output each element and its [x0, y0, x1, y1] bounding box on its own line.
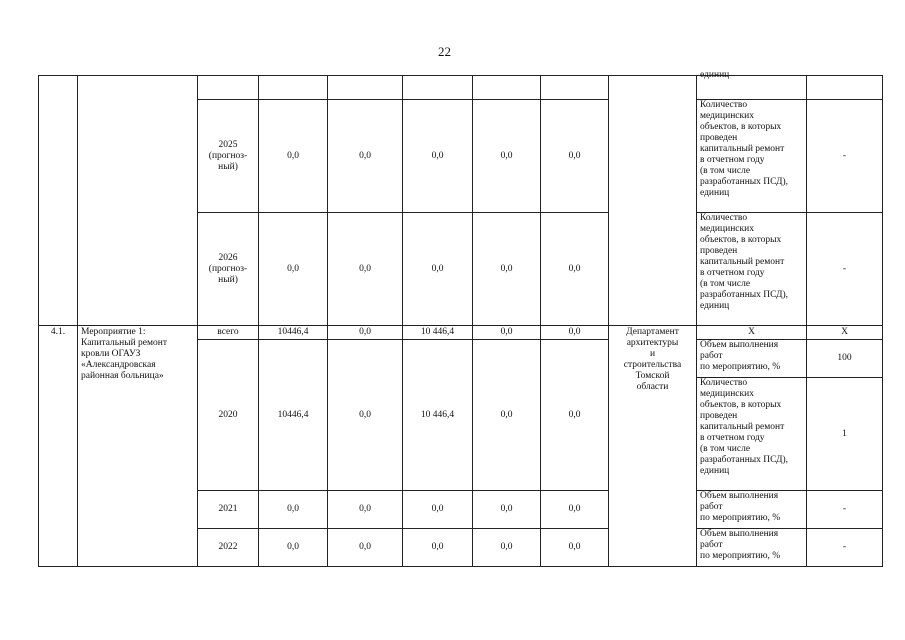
value-cell: 0,0	[328, 326, 403, 340]
number-cell-prev	[39, 76, 78, 326]
name-cell-prev	[78, 76, 198, 326]
table-row	[39, 76, 883, 100]
indicator-cell: Х	[697, 326, 807, 340]
measure-number-cell: 4.1.	[39, 326, 78, 567]
total-cell: 10446,4	[259, 340, 328, 491]
year-cell: 2025 (прогноз- ный)	[198, 100, 259, 213]
value-cell: 10 446,4	[403, 340, 473, 491]
page-number: 22	[438, 44, 451, 59]
value-cell: 0,0	[328, 100, 403, 213]
indicator-cell: Количество медицинских объектов, в которых проведен капитальный ремонт в отчетном году (в том числе разработанных ПСД), единиц	[697, 213, 807, 326]
value-cell: 0,0	[541, 340, 609, 491]
value-cell: 0,0	[473, 529, 541, 567]
value-cell: 0,0	[403, 491, 473, 529]
indicator-value-cell: Х	[807, 326, 883, 340]
year-cell	[198, 76, 259, 100]
value-cell: 0,0	[403, 529, 473, 567]
indicator-value-cell: -	[807, 100, 883, 213]
indicator-cell: Количество медицинских объектов, в которых проведен капитальный ремонт в отчетном году (в том числе разработанных ПСД), единиц	[697, 100, 807, 213]
indicator-value-cell: -	[807, 529, 883, 567]
value-cell	[541, 76, 609, 100]
total-cell: 10446,4	[259, 326, 328, 340]
measure-name-cell: Мероприятие 1: Капитальный ремонт кровли ОГАУЗ «Александровская районная больница»	[78, 326, 198, 567]
budget-table	[38, 70, 883, 567]
value-cell: 0,0	[473, 100, 541, 213]
value-cell	[403, 76, 473, 100]
value-cell: 0,0	[403, 213, 473, 326]
total-cell: 0,0	[259, 529, 328, 567]
value-cell: 0,0	[541, 100, 609, 213]
indicator-cell: Объем выполнения работ по мероприятию, %	[697, 529, 807, 567]
year-cell: 2020	[198, 340, 259, 491]
value-cell: 0,0	[403, 100, 473, 213]
total-cell: 0,0	[259, 100, 328, 213]
value-cell: 0,0	[473, 340, 541, 491]
table-row	[39, 326, 883, 340]
indicator-value-cell: -	[807, 491, 883, 529]
value-cell: 0,0	[541, 529, 609, 567]
total-cell: 0,0	[259, 213, 328, 326]
value-cell: 10 446,4	[403, 326, 473, 340]
value-cell: 0,0	[541, 213, 609, 326]
value-cell: 0,0	[473, 213, 541, 326]
executor-cell-prev	[609, 76, 697, 326]
indicator-text: единиц	[700, 70, 730, 80]
year-cell: 2026 (прогноз- ный)	[198, 213, 259, 326]
year-cell: 2022	[198, 529, 259, 567]
total-cell	[259, 76, 328, 100]
indicator-cell: Объем выполнения работ по мероприятию, %	[697, 340, 807, 378]
value-cell: 0,0	[328, 213, 403, 326]
value-cell: 0,0	[328, 491, 403, 529]
indicator-cell: Количество медицинских объектов, в которых проведен капитальный ремонт в отчетном году (в том числе разработанных ПСД), единиц	[697, 378, 807, 491]
value-cell: 0,0	[541, 491, 609, 529]
indicator-value-cell: 100	[807, 340, 883, 378]
indicator-cell: Объем выполнения работ по мероприятию, %	[697, 491, 807, 529]
value-cell: 0,0	[473, 326, 541, 340]
indicator-value-cell	[807, 76, 883, 100]
value-cell	[473, 76, 541, 100]
year-cell: 2021	[198, 491, 259, 529]
executor-cell: Департамент архитектуры и строительства Томской области	[609, 326, 697, 567]
year-cell: всего	[198, 326, 259, 340]
value-cell: 0,0	[541, 326, 609, 340]
indicator-cell	[697, 70, 807, 100]
value-cell: 0,0	[328, 340, 403, 491]
value-cell	[328, 76, 403, 100]
value-cell: 0,0	[328, 529, 403, 567]
total-cell: 0,0	[259, 491, 328, 529]
indicator-value-cell: -	[807, 213, 883, 326]
indicator-value-cell: 1	[807, 378, 883, 491]
value-cell: 0,0	[473, 491, 541, 529]
